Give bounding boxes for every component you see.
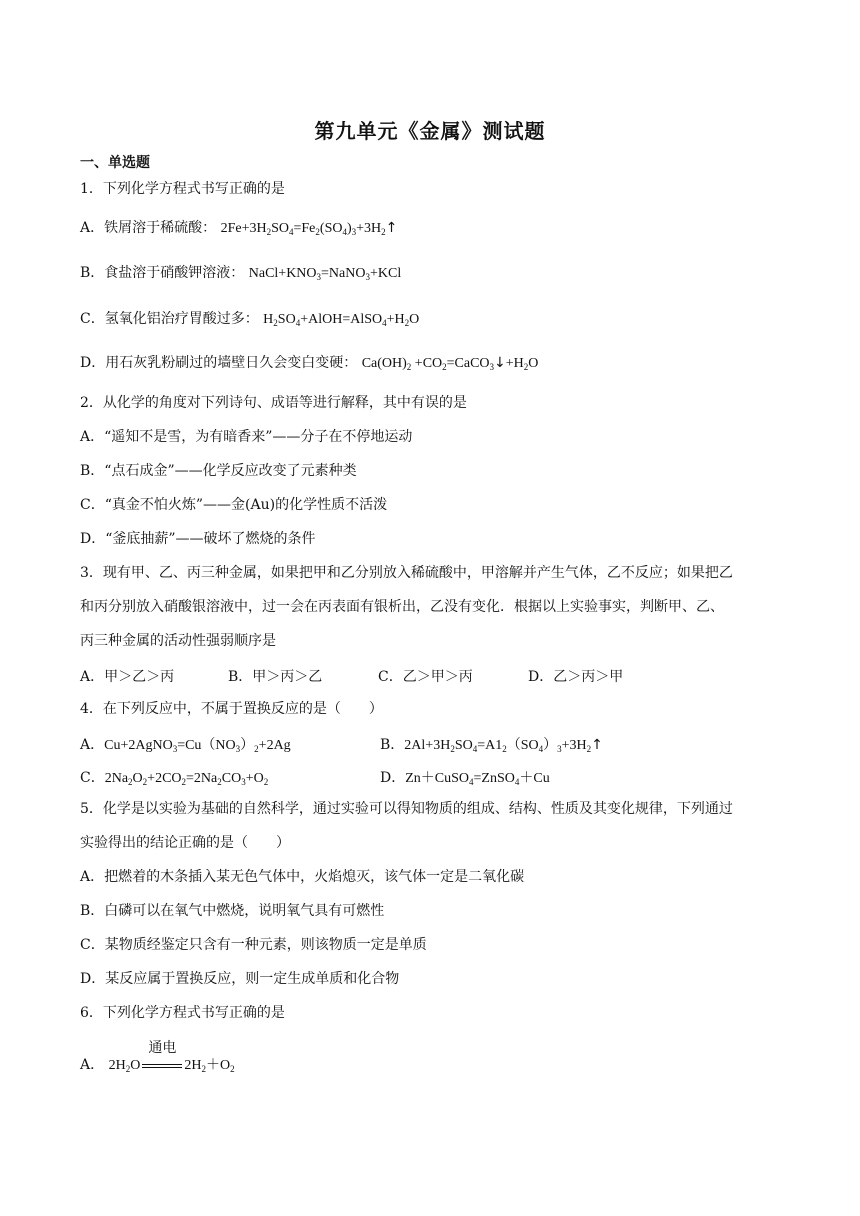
reaction-condition: [142, 1040, 182, 1075]
option-b-label: B．食盐溶于硝酸钾溶液：: [80, 265, 245, 281]
question-3-line-3: 丙三种金属的活动性强弱顺序是: [80, 633, 276, 649]
question-5-option-d: D．某反应属于置换反应，则一定生成单质和化合物: [80, 971, 400, 987]
question-1-stem: 1．下列化学方程式书写正确的是: [80, 181, 285, 197]
down-arrow-icon: ↓: [494, 355, 506, 371]
option-a-label: A．铁屑溶于稀硫酸：: [80, 220, 217, 236]
equation-4d: Zn＋CuSO$_4$=ZnSO$_4$＋Cu: [405, 771, 550, 787]
question-6-option-a: [80, 1040, 235, 1078]
equals-bars: [142, 1062, 182, 1070]
question-5-option-c: C．某物质经鉴定只含有一种元素，则该物质一定是单质: [80, 937, 427, 953]
question-3-line-2: 和丙分别放入硝酸银溶液中，过一会在丙表面有银析出，乙没有变化．根据以上实验事实，判断甲、乙、: [80, 599, 724, 615]
option-c-label: C．氢氧化铝治疗胃酸过多：: [80, 311, 259, 327]
option-d-label: D．: [380, 770, 406, 786]
question-6-stem: 6．下列化学方程式书写正确的是: [80, 1005, 285, 1021]
page-title: 第九单元《金属》测试题: [314, 119, 546, 143]
equation-4a: $Cu+2AgNO_3=Cu(NO_3)_2+2Ag$: [104, 738, 291, 754]
condition-label: 通电: [148, 1040, 177, 1056]
up-arrow-icon: ↑: [591, 737, 603, 753]
question-5-line-2: 实验得出的结论正确的是（ ）: [80, 835, 290, 851]
question-5-option-b: B．白磷可以在氧气中燃烧，说明氧气具有可燃性: [80, 903, 385, 919]
question-4-option-d: [380, 767, 550, 787]
question-1-option-a: [80, 219, 397, 241]
option-b-label: B．: [380, 737, 405, 753]
equation-4c: $2Na_2O_2+2CO_2=2Na_2CO_3+O_2$: [104, 771, 269, 787]
question-3-option-b: B．甲＞丙＞乙: [228, 669, 323, 685]
question-1-option-c: [80, 310, 419, 332]
question-2-option-d: D．“釜底抽薪”——破坏了燃烧的条件: [80, 531, 316, 547]
question-3-line-1: 3．现有甲、乙、丙三种金属，如果把甲和乙分别放入稀硫酸中，甲溶解并产生气体，乙不反应；如果把乙: [80, 565, 733, 581]
question-2-option-c: C．“真金不怕火炼”——金(Au)的化学性质不活泼: [80, 497, 388, 513]
question-5-option-a: A．把燃着的木条插入某无色气体中，火焰熄灭，该气体一定是二氧化碳: [80, 869, 525, 885]
question-3-option-a: A．甲＞乙＞丙: [80, 669, 175, 685]
section-heading: 一、单选题: [80, 155, 150, 171]
question-4-option-b: [380, 734, 603, 754]
equation-4b: $2Al+3H_2SO_4=A1_2(SO_4)_3+3H_2↑$: [404, 737, 603, 754]
question-2-option-a: A．“遥知不是雪，为有暗香来”——分子在不停地运动: [80, 429, 413, 445]
option-a-label: A．: [80, 1057, 105, 1073]
question-3-option-c: C．乙＞甲＞丙: [378, 669, 473, 685]
equation-d: $Ca(OH)_2$ $+CO_2=CaCO_3↓+H_2O$: [361, 355, 539, 372]
option-c-label: C．: [80, 770, 105, 786]
equation-a: $2Fe+3H_2SO_4=Fe_2(SO_4)_3+3H_2↑$: [220, 220, 398, 237]
equation-b: $NaCl+KNO_3=NaNO_3+KCl$: [248, 266, 402, 282]
question-3-option-d: D．乙＞丙＞甲: [528, 669, 624, 685]
equation-6a: $2H_2O$ 通电 $2H_2+O_2$: [108, 1040, 235, 1074]
option-d-label: D．用石灰乳粉刷过的墙壁日久会变白变硬：: [80, 355, 358, 371]
question-4-option-c: [80, 767, 268, 787]
question-4-stem: 4．在下列反应中，不属于置换反应的是（ ）: [80, 701, 383, 717]
question-1-option-d: [80, 354, 538, 376]
question-2-stem: 2．从化学的角度对下列诗句、成语等进行解释，其中有误的是: [80, 395, 467, 411]
up-arrow-icon: ↑: [385, 220, 398, 236]
question-4-option-a: [80, 734, 291, 754]
option-a-label: A．: [80, 737, 105, 753]
question-1-option-b: [80, 264, 401, 286]
question-2-option-b: B．“点石成金”——化学反应改变了元素种类: [80, 463, 357, 479]
equation-c: $H_2SO_4+AlOH=AlSO_4+H_2O$: [263, 312, 420, 328]
question-5-line-1: 5．化学是以实验为基础的自然科学，通过实验可以得知物质的组成、结构、性质及其变化规律，下列通过: [80, 801, 733, 817]
